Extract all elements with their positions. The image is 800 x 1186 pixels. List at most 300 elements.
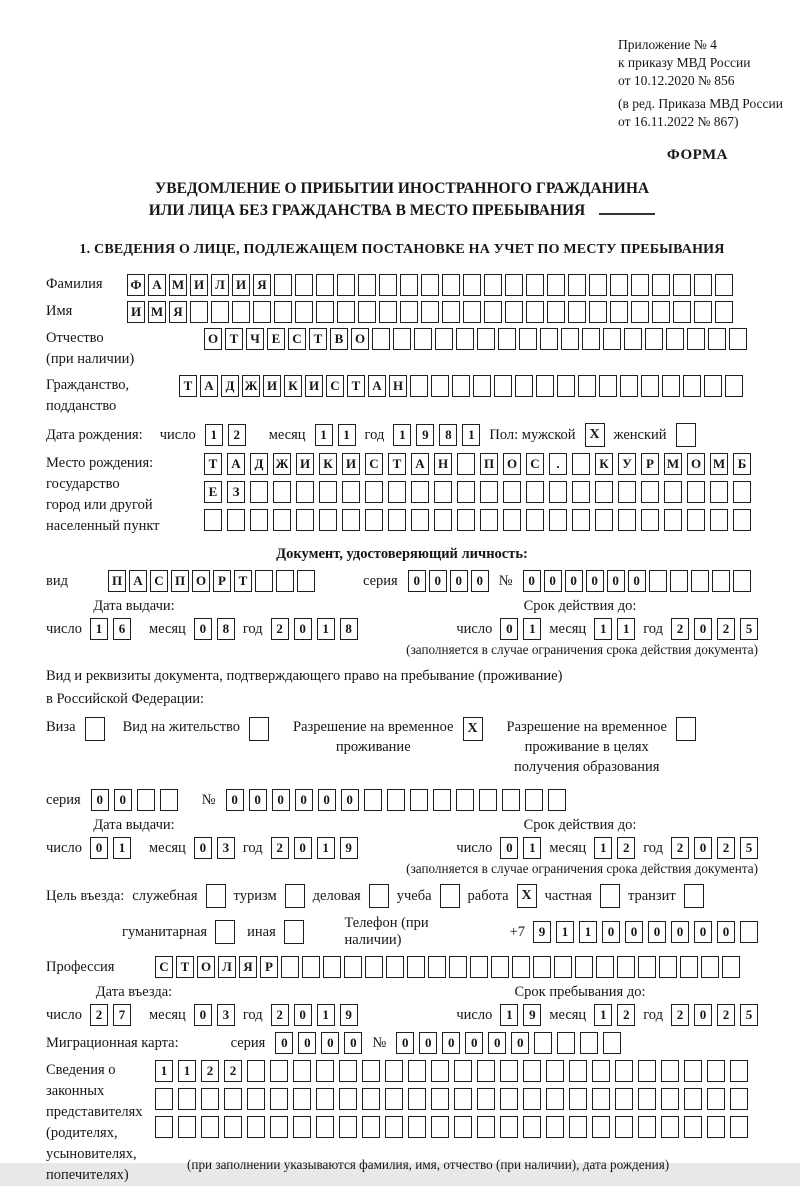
char-cell[interactable] bbox=[201, 1088, 219, 1110]
char-cell[interactable] bbox=[526, 509, 544, 531]
temp-residence-checkbox[interactable]: X bbox=[463, 717, 483, 741]
char-cell[interactable]: 0 bbox=[294, 1004, 312, 1026]
char-cell[interactable] bbox=[408, 1116, 426, 1138]
char-cell[interactable]: 5 bbox=[740, 837, 758, 859]
char-cell[interactable] bbox=[680, 956, 698, 978]
char-cell[interactable]: А bbox=[148, 274, 166, 296]
char-cell[interactable] bbox=[664, 481, 682, 503]
char-cell[interactable] bbox=[684, 1116, 702, 1138]
char-cell[interactable] bbox=[316, 1088, 334, 1110]
char-cell[interactable]: 0 bbox=[226, 789, 244, 811]
char-cell[interactable]: А bbox=[227, 453, 245, 475]
char-cell[interactable]: Р bbox=[641, 453, 659, 475]
char-cell[interactable] bbox=[691, 570, 709, 592]
char-cell[interactable] bbox=[710, 481, 728, 503]
char-cell[interactable] bbox=[505, 301, 523, 323]
char-cell[interactable]: А bbox=[368, 375, 386, 397]
char-cell[interactable]: 1 bbox=[462, 424, 480, 446]
char-cell[interactable]: 0 bbox=[607, 570, 625, 592]
char-cell[interactable]: Т bbox=[225, 328, 243, 350]
char-cell[interactable]: П bbox=[171, 570, 189, 592]
char-cell[interactable] bbox=[729, 328, 747, 350]
char-cell[interactable] bbox=[250, 481, 268, 503]
char-cell[interactable]: Т bbox=[179, 375, 197, 397]
char-cell[interactable] bbox=[557, 1032, 575, 1054]
char-cell[interactable]: 1 bbox=[90, 618, 108, 640]
char-cell[interactable] bbox=[295, 274, 313, 296]
char-cell[interactable] bbox=[388, 509, 406, 531]
char-cell[interactable] bbox=[638, 1060, 656, 1082]
char-cell[interactable]: 0 bbox=[194, 837, 212, 859]
char-cell[interactable] bbox=[362, 1088, 380, 1110]
char-cell[interactable] bbox=[411, 509, 429, 531]
char-cell[interactable]: 0 bbox=[275, 1032, 293, 1054]
char-cell[interactable] bbox=[684, 1088, 702, 1110]
char-cell[interactable] bbox=[407, 956, 425, 978]
char-cell[interactable] bbox=[434, 509, 452, 531]
char-cell[interactable] bbox=[302, 956, 320, 978]
char-cell[interactable] bbox=[503, 509, 521, 531]
char-cell[interactable]: 1 bbox=[500, 1004, 518, 1026]
char-cell[interactable] bbox=[641, 509, 659, 531]
char-cell[interactable]: О bbox=[503, 453, 521, 475]
char-cell[interactable]: 0 bbox=[694, 921, 712, 943]
char-cell[interactable] bbox=[473, 375, 491, 397]
char-cell[interactable] bbox=[557, 375, 575, 397]
char-cell[interactable] bbox=[247, 1088, 265, 1110]
char-cell[interactable] bbox=[454, 1060, 472, 1082]
char-cell[interactable] bbox=[431, 1116, 449, 1138]
char-cell[interactable] bbox=[599, 375, 617, 397]
char-cell[interactable]: Р bbox=[213, 570, 231, 592]
char-cell[interactable] bbox=[477, 1060, 495, 1082]
char-cell[interactable] bbox=[500, 1060, 518, 1082]
char-cell[interactable]: 0 bbox=[294, 618, 312, 640]
char-cell[interactable]: О bbox=[197, 956, 215, 978]
char-cell[interactable]: С bbox=[150, 570, 168, 592]
char-cell[interactable] bbox=[512, 956, 530, 978]
char-cell[interactable] bbox=[526, 301, 544, 323]
char-cell[interactable]: 2 bbox=[617, 1004, 635, 1026]
char-cell[interactable]: 1 bbox=[338, 424, 356, 446]
char-cell[interactable]: 0 bbox=[344, 1032, 362, 1054]
char-cell[interactable] bbox=[638, 1088, 656, 1110]
char-cell[interactable] bbox=[572, 509, 590, 531]
char-cell[interactable] bbox=[618, 509, 636, 531]
char-cell[interactable] bbox=[624, 328, 642, 350]
char-cell[interactable] bbox=[533, 956, 551, 978]
char-cell[interactable]: М bbox=[710, 453, 728, 475]
char-cell[interactable] bbox=[337, 274, 355, 296]
char-cell[interactable]: 1 bbox=[317, 837, 335, 859]
char-cell[interactable]: 1 bbox=[594, 837, 612, 859]
char-cell[interactable]: 2 bbox=[228, 424, 246, 446]
char-cell[interactable] bbox=[534, 1032, 552, 1054]
char-cell[interactable] bbox=[316, 274, 334, 296]
char-cell[interactable] bbox=[603, 1032, 621, 1054]
purpose-study-checkbox[interactable] bbox=[440, 884, 460, 908]
char-cell[interactable] bbox=[515, 375, 533, 397]
char-cell[interactable]: 9 bbox=[340, 1004, 358, 1026]
char-cell[interactable] bbox=[428, 956, 446, 978]
char-cell[interactable]: 1 bbox=[317, 1004, 335, 1026]
char-cell[interactable]: Т bbox=[204, 453, 222, 475]
char-cell[interactable]: 0 bbox=[194, 618, 212, 640]
char-cell[interactable] bbox=[595, 481, 613, 503]
char-cell[interactable] bbox=[155, 1088, 173, 1110]
char-cell[interactable] bbox=[297, 570, 315, 592]
char-cell[interactable] bbox=[270, 1116, 288, 1138]
char-cell[interactable]: 2 bbox=[717, 1004, 735, 1026]
char-cell[interactable] bbox=[733, 570, 751, 592]
char-cell[interactable]: В bbox=[330, 328, 348, 350]
char-cell[interactable]: И bbox=[127, 301, 145, 323]
char-cell[interactable]: К bbox=[319, 453, 337, 475]
char-cell[interactable] bbox=[463, 301, 481, 323]
char-cell[interactable] bbox=[549, 509, 567, 531]
char-cell[interactable]: Н bbox=[389, 375, 407, 397]
char-cell[interactable] bbox=[546, 1116, 564, 1138]
char-cell[interactable]: И bbox=[305, 375, 323, 397]
char-cell[interactable]: О bbox=[351, 328, 369, 350]
char-cell[interactable] bbox=[442, 301, 460, 323]
char-cell[interactable]: Е bbox=[267, 328, 285, 350]
char-cell[interactable]: 0 bbox=[295, 789, 313, 811]
char-cell[interactable]: 2 bbox=[224, 1060, 242, 1082]
char-cell[interactable]: Ф bbox=[127, 274, 145, 296]
char-cell[interactable] bbox=[421, 274, 439, 296]
char-cell[interactable]: С bbox=[288, 328, 306, 350]
char-cell[interactable] bbox=[708, 328, 726, 350]
char-cell[interactable] bbox=[454, 1088, 472, 1110]
char-cell[interactable] bbox=[293, 1088, 311, 1110]
char-cell[interactable] bbox=[442, 274, 460, 296]
char-cell[interactable] bbox=[227, 509, 245, 531]
char-cell[interactable] bbox=[155, 1116, 173, 1138]
char-cell[interactable] bbox=[456, 789, 474, 811]
char-cell[interactable]: 0 bbox=[408, 570, 426, 592]
char-cell[interactable] bbox=[670, 570, 688, 592]
char-cell[interactable] bbox=[253, 301, 271, 323]
char-cell[interactable] bbox=[549, 481, 567, 503]
char-cell[interactable] bbox=[715, 274, 733, 296]
char-cell[interactable]: С bbox=[326, 375, 344, 397]
char-cell[interactable] bbox=[554, 956, 572, 978]
purpose-transit-checkbox[interactable] bbox=[684, 884, 704, 908]
char-cell[interactable]: З bbox=[227, 481, 245, 503]
char-cell[interactable] bbox=[661, 1116, 679, 1138]
char-cell[interactable]: Е bbox=[204, 481, 222, 503]
char-cell[interactable] bbox=[365, 956, 383, 978]
char-cell[interactable] bbox=[615, 1060, 633, 1082]
char-cell[interactable] bbox=[710, 509, 728, 531]
char-cell[interactable] bbox=[523, 1116, 541, 1138]
char-cell[interactable] bbox=[580, 1032, 598, 1054]
char-cell[interactable]: 0 bbox=[565, 570, 583, 592]
char-cell[interactable] bbox=[701, 956, 719, 978]
char-cell[interactable] bbox=[293, 1116, 311, 1138]
char-cell[interactable]: Т bbox=[176, 956, 194, 978]
char-cell[interactable] bbox=[569, 1088, 587, 1110]
char-cell[interactable] bbox=[388, 481, 406, 503]
purpose-work-checkbox[interactable]: X bbox=[517, 884, 537, 908]
char-cell[interactable]: 3 bbox=[217, 837, 235, 859]
char-cell[interactable] bbox=[477, 1116, 495, 1138]
char-cell[interactable] bbox=[410, 789, 428, 811]
char-cell[interactable] bbox=[431, 1088, 449, 1110]
char-cell[interactable] bbox=[638, 1116, 656, 1138]
char-cell[interactable] bbox=[400, 274, 418, 296]
char-cell[interactable]: 0 bbox=[442, 1032, 460, 1054]
char-cell[interactable]: У bbox=[618, 453, 636, 475]
char-cell[interactable] bbox=[479, 789, 497, 811]
char-cell[interactable]: О bbox=[192, 570, 210, 592]
char-cell[interactable]: 2 bbox=[717, 837, 735, 859]
char-cell[interactable]: 0 bbox=[717, 921, 735, 943]
char-cell[interactable]: О bbox=[204, 328, 222, 350]
char-cell[interactable] bbox=[190, 301, 208, 323]
char-cell[interactable] bbox=[270, 1088, 288, 1110]
char-cell[interactable] bbox=[411, 481, 429, 503]
char-cell[interactable] bbox=[592, 1088, 610, 1110]
char-cell[interactable] bbox=[494, 375, 512, 397]
char-cell[interactable]: 0 bbox=[694, 618, 712, 640]
char-cell[interactable] bbox=[620, 375, 638, 397]
char-cell[interactable] bbox=[568, 301, 586, 323]
char-cell[interactable] bbox=[342, 509, 360, 531]
char-cell[interactable] bbox=[224, 1116, 242, 1138]
char-cell[interactable] bbox=[319, 509, 337, 531]
char-cell[interactable] bbox=[725, 375, 743, 397]
char-cell[interactable] bbox=[435, 328, 453, 350]
char-cell[interactable] bbox=[578, 375, 596, 397]
char-cell[interactable] bbox=[477, 1088, 495, 1110]
char-cell[interactable]: 1 bbox=[315, 424, 333, 446]
char-cell[interactable] bbox=[733, 509, 751, 531]
purpose-private-checkbox[interactable] bbox=[600, 884, 620, 908]
char-cell[interactable] bbox=[615, 1088, 633, 1110]
char-cell[interactable]: . bbox=[549, 453, 567, 475]
char-cell[interactable] bbox=[293, 1060, 311, 1082]
char-cell[interactable]: Я bbox=[253, 274, 271, 296]
char-cell[interactable] bbox=[491, 956, 509, 978]
char-cell[interactable] bbox=[364, 789, 382, 811]
char-cell[interactable]: 0 bbox=[488, 1032, 506, 1054]
char-cell[interactable] bbox=[659, 956, 677, 978]
char-cell[interactable] bbox=[270, 1060, 288, 1082]
char-cell[interactable] bbox=[569, 1060, 587, 1082]
char-cell[interactable]: 2 bbox=[271, 618, 289, 640]
char-cell[interactable]: 1 bbox=[556, 921, 574, 943]
char-cell[interactable] bbox=[603, 328, 621, 350]
char-cell[interactable] bbox=[339, 1088, 357, 1110]
char-cell[interactable] bbox=[572, 453, 590, 475]
char-cell[interactable]: 0 bbox=[694, 837, 712, 859]
char-cell[interactable] bbox=[687, 509, 705, 531]
char-cell[interactable]: 8 bbox=[439, 424, 457, 446]
char-cell[interactable] bbox=[638, 956, 656, 978]
char-cell[interactable]: 0 bbox=[625, 921, 643, 943]
char-cell[interactable]: 0 bbox=[419, 1032, 437, 1054]
char-cell[interactable]: 2 bbox=[671, 1004, 689, 1026]
char-cell[interactable]: 0 bbox=[249, 789, 267, 811]
char-cell[interactable] bbox=[385, 1088, 403, 1110]
char-cell[interactable] bbox=[661, 1060, 679, 1082]
char-cell[interactable]: Я bbox=[169, 301, 187, 323]
char-cell[interactable]: И bbox=[232, 274, 250, 296]
char-cell[interactable] bbox=[683, 375, 701, 397]
char-cell[interactable] bbox=[316, 301, 334, 323]
char-cell[interactable]: С bbox=[365, 453, 383, 475]
char-cell[interactable] bbox=[365, 509, 383, 531]
char-cell[interactable]: П bbox=[480, 453, 498, 475]
char-cell[interactable] bbox=[526, 274, 544, 296]
char-cell[interactable] bbox=[457, 453, 475, 475]
char-cell[interactable] bbox=[500, 1116, 518, 1138]
char-cell[interactable]: 1 bbox=[205, 424, 223, 446]
char-cell[interactable] bbox=[400, 301, 418, 323]
char-cell[interactable] bbox=[523, 1060, 541, 1082]
char-cell[interactable]: 1 bbox=[594, 1004, 612, 1026]
char-cell[interactable] bbox=[358, 274, 376, 296]
char-cell[interactable]: 5 bbox=[740, 1004, 758, 1026]
char-cell[interactable]: 0 bbox=[91, 789, 109, 811]
char-cell[interactable] bbox=[274, 274, 292, 296]
char-cell[interactable] bbox=[408, 1088, 426, 1110]
char-cell[interactable]: К bbox=[595, 453, 613, 475]
residence-permit-checkbox[interactable] bbox=[249, 717, 269, 741]
char-cell[interactable] bbox=[498, 328, 516, 350]
char-cell[interactable] bbox=[592, 1060, 610, 1082]
char-cell[interactable]: Т bbox=[388, 453, 406, 475]
char-cell[interactable]: М bbox=[148, 301, 166, 323]
char-cell[interactable] bbox=[595, 509, 613, 531]
char-cell[interactable] bbox=[339, 1060, 357, 1082]
char-cell[interactable] bbox=[457, 509, 475, 531]
char-cell[interactable] bbox=[652, 301, 670, 323]
char-cell[interactable] bbox=[385, 1116, 403, 1138]
char-cell[interactable] bbox=[316, 1060, 334, 1082]
char-cell[interactable]: 1 bbox=[178, 1060, 196, 1082]
char-cell[interactable] bbox=[296, 481, 314, 503]
char-cell[interactable] bbox=[449, 956, 467, 978]
char-cell[interactable] bbox=[281, 956, 299, 978]
char-cell[interactable] bbox=[687, 481, 705, 503]
char-cell[interactable]: 0 bbox=[298, 1032, 316, 1054]
char-cell[interactable] bbox=[666, 328, 684, 350]
char-cell[interactable]: 8 bbox=[340, 618, 358, 640]
char-cell[interactable] bbox=[137, 789, 155, 811]
char-cell[interactable]: 1 bbox=[155, 1060, 173, 1082]
char-cell[interactable] bbox=[730, 1060, 748, 1082]
char-cell[interactable]: 0 bbox=[694, 1004, 712, 1026]
char-cell[interactable] bbox=[652, 274, 670, 296]
char-cell[interactable]: 0 bbox=[294, 837, 312, 859]
char-cell[interactable] bbox=[463, 274, 481, 296]
char-cell[interactable] bbox=[631, 274, 649, 296]
char-cell[interactable]: Д bbox=[221, 375, 239, 397]
char-cell[interactable]: Т bbox=[234, 570, 252, 592]
char-cell[interactable] bbox=[480, 509, 498, 531]
char-cell[interactable]: 2 bbox=[717, 618, 735, 640]
char-cell[interactable]: М bbox=[664, 453, 682, 475]
char-cell[interactable] bbox=[454, 1116, 472, 1138]
char-cell[interactable] bbox=[540, 328, 558, 350]
char-cell[interactable] bbox=[178, 1088, 196, 1110]
char-cell[interactable]: 0 bbox=[429, 570, 447, 592]
char-cell[interactable]: 1 bbox=[393, 424, 411, 446]
char-cell[interactable]: 2 bbox=[90, 1004, 108, 1026]
char-cell[interactable] bbox=[372, 328, 390, 350]
temp-residence-education-checkbox[interactable] bbox=[676, 717, 696, 741]
visa-checkbox[interactable] bbox=[85, 717, 105, 741]
char-cell[interactable]: 0 bbox=[586, 570, 604, 592]
char-cell[interactable]: И bbox=[296, 453, 314, 475]
char-cell[interactable] bbox=[707, 1088, 725, 1110]
char-cell[interactable] bbox=[547, 274, 565, 296]
char-cell[interactable] bbox=[274, 301, 292, 323]
char-cell[interactable] bbox=[365, 481, 383, 503]
char-cell[interactable] bbox=[457, 481, 475, 503]
char-cell[interactable]: Д bbox=[250, 453, 268, 475]
char-cell[interactable] bbox=[730, 1116, 748, 1138]
char-cell[interactable] bbox=[344, 956, 362, 978]
char-cell[interactable]: К bbox=[284, 375, 302, 397]
char-cell[interactable]: Ч bbox=[246, 328, 264, 350]
char-cell[interactable]: 9 bbox=[533, 921, 551, 943]
char-cell[interactable] bbox=[610, 274, 628, 296]
char-cell[interactable]: 2 bbox=[671, 618, 689, 640]
char-cell[interactable] bbox=[414, 328, 432, 350]
char-cell[interactable] bbox=[569, 1116, 587, 1138]
char-cell[interactable] bbox=[232, 301, 250, 323]
char-cell[interactable]: 1 bbox=[617, 618, 635, 640]
char-cell[interactable] bbox=[337, 301, 355, 323]
char-cell[interactable]: П bbox=[108, 570, 126, 592]
char-cell[interactable]: 0 bbox=[396, 1032, 414, 1054]
char-cell[interactable] bbox=[618, 481, 636, 503]
char-cell[interactable]: 1 bbox=[579, 921, 597, 943]
char-cell[interactable] bbox=[536, 375, 554, 397]
char-cell[interactable] bbox=[379, 301, 397, 323]
char-cell[interactable] bbox=[687, 328, 705, 350]
char-cell[interactable]: Ж bbox=[242, 375, 260, 397]
char-cell[interactable] bbox=[201, 1116, 219, 1138]
char-cell[interactable] bbox=[610, 301, 628, 323]
char-cell[interactable] bbox=[255, 570, 273, 592]
purpose-humanitarian-checkbox[interactable] bbox=[215, 920, 235, 944]
char-cell[interactable]: 9 bbox=[340, 837, 358, 859]
char-cell[interactable] bbox=[484, 274, 502, 296]
char-cell[interactable] bbox=[500, 1088, 518, 1110]
char-cell[interactable] bbox=[641, 481, 659, 503]
char-cell[interactable] bbox=[561, 328, 579, 350]
char-cell[interactable]: 2 bbox=[201, 1060, 219, 1082]
char-cell[interactable]: О bbox=[687, 453, 705, 475]
char-cell[interactable] bbox=[722, 956, 740, 978]
char-cell[interactable] bbox=[546, 1060, 564, 1082]
char-cell[interactable] bbox=[596, 956, 614, 978]
char-cell[interactable] bbox=[160, 789, 178, 811]
char-cell[interactable]: 2 bbox=[617, 837, 635, 859]
char-cell[interactable] bbox=[704, 375, 722, 397]
char-cell[interactable] bbox=[546, 1088, 564, 1110]
char-cell[interactable] bbox=[707, 1060, 725, 1082]
char-cell[interactable]: 0 bbox=[114, 789, 132, 811]
char-cell[interactable]: 1 bbox=[523, 837, 541, 859]
purpose-tourism-checkbox[interactable] bbox=[285, 884, 305, 908]
char-cell[interactable] bbox=[673, 274, 691, 296]
